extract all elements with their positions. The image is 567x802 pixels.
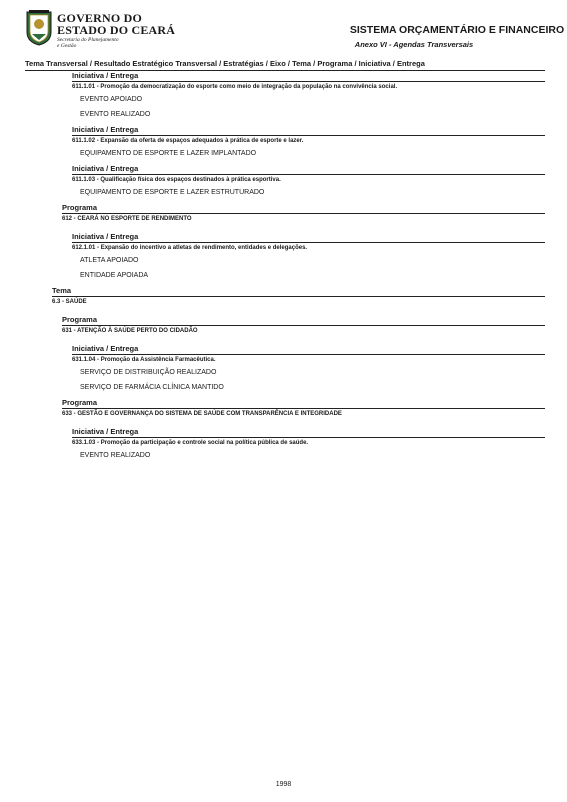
iniciativa-label: Iniciativa / Entrega	[72, 125, 139, 134]
logo-line-4: e Gestão	[57, 43, 77, 49]
iniciativa-title: 611.1.02 - Expansão da oferta de espaços adequados à prática de esporte e lazer.	[72, 135, 545, 146]
programa-title: 612 - CEARÁ NO ESPORTE DE RENDIMENTO	[62, 213, 545, 224]
tema-title: 6.3 - SAÚDE	[52, 296, 545, 307]
iniciativa-title: 611.1.01 - Promoção da democratização do esporte como meio de integração da população na convivência social.	[72, 81, 545, 92]
programa-label: Programa	[62, 315, 98, 324]
document-body	[0, 68, 567, 463]
logo-secretariat	[57, 37, 119, 49]
iniciativa-label: Iniciativa / Entrega	[72, 71, 139, 80]
entrega-item: EVENTO APOIADO	[80, 96, 143, 103]
page-number: 1998	[275, 781, 292, 788]
tema-label: Tema	[52, 286, 72, 295]
entrega-item: EQUIPAMENTO DE ESPORTE E LAZER ESTRUTURADO	[80, 189, 265, 196]
entrega-item: ENTIDADE APOIADA	[80, 272, 149, 279]
entrega-item: EVENTO REALIZADO	[80, 452, 151, 459]
iniciativa-title: 633.1.03 - Promoção da participação e controle social na política pública de saúde.	[72, 437, 545, 448]
hierarchy-header: Tema Transversal / Resultado Estratégico Transversal / Estratégias / Eixo / Tema / Programa / Iniciativa / Entrega	[25, 59, 545, 71]
entrega-item: SERVIÇO DE FARMÁCIA CLÍNICA MANTIDO	[80, 384, 224, 391]
iniciativa-title: 611.1.03 - Qualificação física dos espaços destinados à prática esportiva.	[72, 174, 545, 185]
state-seal-icon	[25, 10, 53, 46]
iniciativa-label: Iniciativa / Entrega	[72, 427, 139, 436]
logo-line-1: GOVERNO DO	[57, 11, 143, 25]
iniciativa-label: Iniciativa / Entrega	[72, 164, 139, 173]
iniciativa-title: 612.1.01 - Expansão do incentivo a atletas de rendimento, entidades e delegações.	[72, 242, 545, 253]
government-logo	[25, 10, 176, 54]
system-title: SISTEMA ORÇAMENTÁRIO E FINANCEIRO	[349, 24, 565, 36]
entrega-item: ATLETA APOIADO	[80, 257, 139, 264]
entrega-item: SERVIÇO DE DISTRIBUIÇÃO REALIZADO	[80, 369, 217, 376]
logo-line-3: Secretaria do Planejamento	[57, 37, 119, 43]
programa-label: Programa	[62, 203, 98, 212]
programa-title: 631 - ATENÇÃO À SAÚDE PERTO DO CIDADÃO	[62, 325, 545, 336]
annex-subtitle: Anexo VI - Agendas Transversais	[354, 40, 474, 49]
iniciativa-label: Iniciativa / Entrega	[72, 344, 139, 353]
programa-title: 633 - GESTÃO E GOVERNANÇA DO SISTEMA DE SAÚDE COM TRANSPARÊNCIA E INTEGRIDADE	[62, 408, 545, 419]
entrega-item: EVENTO REALIZADO	[80, 111, 151, 118]
logo-line-2: ESTADO DO CEARÁ	[57, 23, 176, 37]
entrega-item: EQUIPAMENTO DE ESPORTE E LAZER IMPLANTADO	[80, 150, 257, 157]
iniciativa-label: Iniciativa / Entrega	[72, 232, 139, 241]
programa-label: Programa	[62, 398, 98, 407]
iniciativa-title: 631.1.04 - Promoção da Assistência Farmacêutica.	[72, 354, 545, 365]
